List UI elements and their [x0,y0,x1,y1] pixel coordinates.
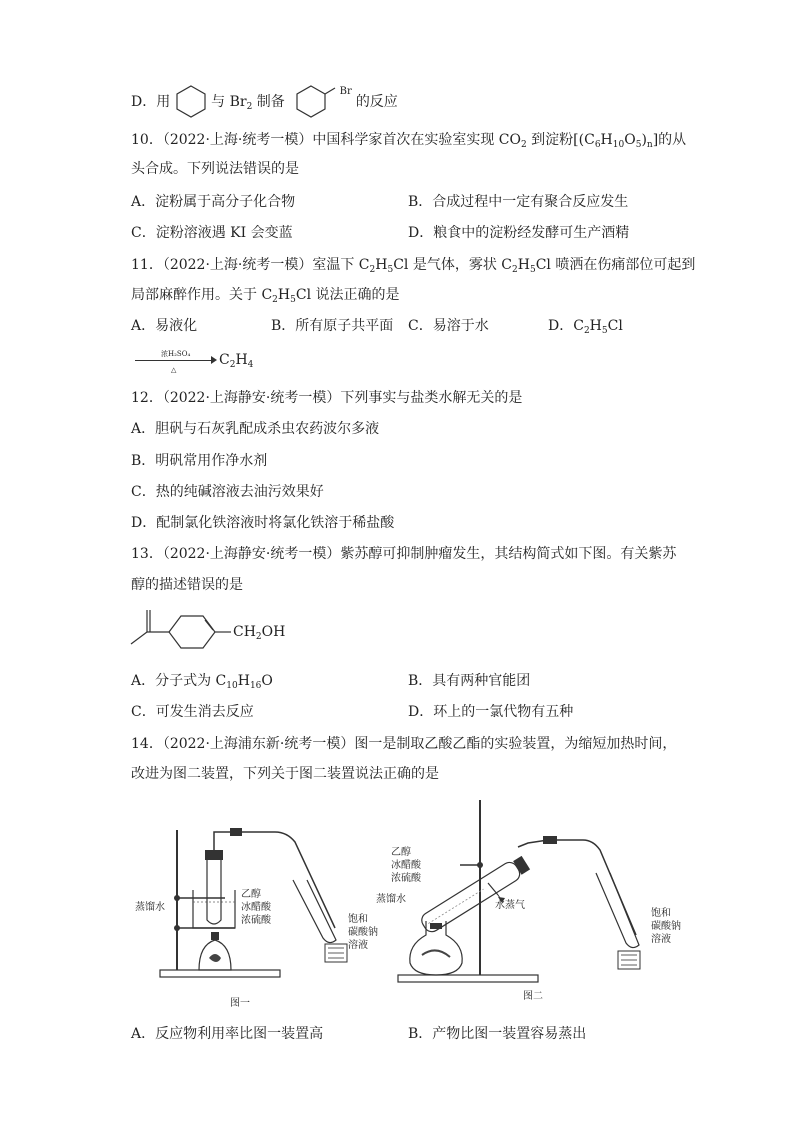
q10-text-b: 到淀粉[(C [526,132,595,148]
q11-s6: 5 [290,295,296,305]
q9d-br2: 与 Br [211,94,247,110]
q12-stem: 12．（2022·上海静安·统考一模）下列事实与盐类水解无关的是 [131,390,523,406]
fig2-reagent1: 乙醇 [391,847,411,858]
q9d-after: 制备 [252,94,285,110]
fig2-steam-label: 水蒸气 [495,900,525,911]
q12-option-a: A．胆矾与石灰乳配成杀虫农药波尔多液 [131,421,380,437]
q10-option-c: C．淀粉溶液遇 KI 会变蓝 [131,225,293,241]
q13-option-d: D．环上的一氯代物有五种 [408,704,574,720]
q11-s4: 5 [529,265,536,275]
q10-sub-co2: 2 [520,140,527,150]
fig2-sol3: 溶液 [651,934,671,945]
fig1-reagent2: 冰醋酸 [241,902,271,913]
q13-option-b: B．具有两种官能团 [408,673,531,689]
q10-sub-c: 6 [594,140,601,150]
q11-t6: 局部麻醉作用。关于 C [131,287,273,303]
q12-option-b: B．明矾常用作净水剂 [131,453,268,469]
q13-stem-line1: 13．（2022·上海静安·统考一模）紫苏醇可抑制肿瘤发生，其结构简式如下图。有关紫苏 [131,546,677,562]
q11-t5: Cl 喷洒在伤痛部位可起到 [535,257,696,273]
product-b: H [235,352,248,368]
product-a: C [219,352,230,368]
q11-s2: 5 [387,265,394,275]
q13a-a: A．分子式为 C [131,673,227,689]
arrow-bottom-label: △ [171,366,177,374]
fig1-reagent1: 乙醇 [241,889,261,900]
q11d-s1: 2 [583,326,590,336]
fig1-water-label: 蒸馏水 [135,902,165,913]
q10-close: ) [641,132,647,148]
q13a-s2: 16 [249,681,262,691]
q14-option-b: B．产物比图一装置容易蒸出 [408,1026,587,1042]
bromo-label: Br [339,86,352,97]
q11-stem-line2 [131,285,400,310]
q12-option-c: C．热的纯碱溶液去油污效果好 [131,484,324,500]
q11-t1: 11．（2022·上海·统考一模）室温下 C [131,257,370,273]
fig1-reagent3: 浓硫酸 [241,915,271,926]
ch2oh-s: 2 [255,632,262,642]
ch2oh-label [233,622,285,647]
q11-option-b: B．所有原子共平面 [271,318,394,334]
q11-option-a: A．易液化 [131,318,198,334]
q14-option-a: A．反应物利用率比图一装置高 [131,1026,324,1042]
arrow-head [211,356,217,364]
q11d-b: H [589,318,602,334]
q11-option-d [548,316,623,341]
q10-option-d: D．粮食中的淀粉经发酵可生产酒精 [408,225,630,241]
fig2-sol2: 碳酸钠 [651,921,681,932]
q11-t2: H [375,257,388,273]
q13-option-c: C．可发生消去反应 [131,704,254,720]
benzene-ring-image [175,84,207,118]
q10-text-a: 10．（2022·上海·统考一模）中国科学家首次在实验室实现 CO [131,132,521,148]
q10-text-c: ]的从 [652,132,687,148]
q13-stem-line2: 醇的描述错误的是 [131,577,243,593]
perillyl-alcohol-structure [125,602,235,662]
q10-sub-n: n [646,140,653,150]
q11d-s2: 5 [601,326,608,336]
q10-o: O [624,132,636,148]
q10-stem-line2: 头合成。下列说法错误的是 [131,161,299,177]
q11d-a: D．C [548,318,584,334]
reaction-arrow [131,350,219,374]
q13-option-a [131,671,273,696]
q12-option-d: D．配制氯化铁溶液时将氯化铁溶于稀盐酸 [131,515,395,531]
fig2-reagent3: 浓硫酸 [391,873,421,884]
q14-stem-line2: 改进为图二装置，下列关于图二装置说法正确的是 [131,766,439,782]
q11-s5: 2 [272,295,278,305]
q11-stem-line1 [131,255,695,280]
arrow-top-label: 浓H₂SO₄ [161,350,191,358]
q9d-prefix: D．用 [131,94,171,110]
fig2-sol1: 饱和 [651,908,671,919]
q10-h: H [600,132,613,148]
q10-option-b: B．合成过程中一定有聚合反应发生 [408,194,629,210]
ch2oh-a: CH [233,624,256,640]
q10-sub-o: 5 [635,140,642,150]
q11-s3: 2 [512,265,518,275]
figure-two-apparatus [388,795,688,995]
q13a-c: O [261,673,273,689]
fig1-sol1: 饱和 [348,914,368,925]
q9-option-d [131,82,398,118]
q13a-s1: 10 [226,681,238,691]
q11-t3: Cl 是气体，雾状 C [393,257,513,273]
q11-reaction [131,350,253,375]
q11d-c: Cl [607,318,623,334]
q11-s1: 2 [369,265,376,275]
product-s2: 4 [247,360,254,370]
fig2-water-label: 蒸馏水 [376,894,406,905]
fig2-reagent2: 冰醋酸 [391,860,421,871]
q10-sub-h: 10 [612,140,625,150]
q11-t7: H [277,287,291,303]
q11-t8: Cl 说法正确的是 [295,287,400,303]
q11-t4: H [517,257,530,273]
q14-stem-line1: 14．（2022·上海浦东新·统考一模）图一是制取乙酸乙酯的实验装置，为缩短加热时间， [131,736,677,752]
fig2-caption: 图二 [523,991,543,1002]
q10-stem-line1 [131,130,686,155]
q13a-b: H [237,673,250,689]
q9d-end: 的反应 [355,94,398,110]
q10-option-a: A．淀粉属于高分子化合物 [131,194,296,210]
fig1-sol2: 碳酸钠 [348,927,378,938]
product-s1: 2 [229,360,236,370]
fig1-sol3: 溶液 [348,940,368,951]
fig1-caption: 图一 [230,998,250,1009]
ch2oh-b: OH [261,624,286,640]
q9d-sub: 2 [246,102,253,112]
q11-option-c: C．易溶于水 [408,318,489,334]
